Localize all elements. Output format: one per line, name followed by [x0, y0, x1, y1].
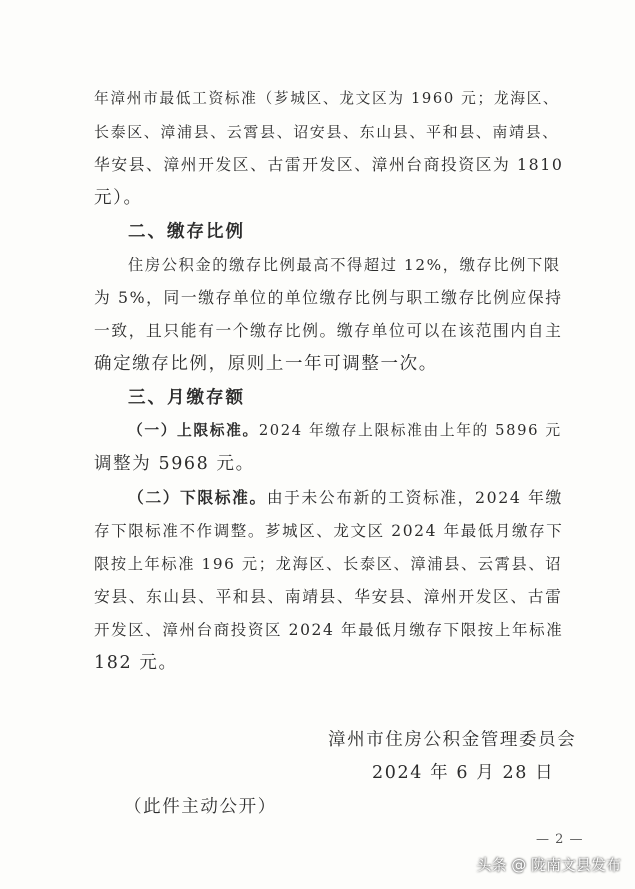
section-heading-contribution-ratio: 二、缴存比例 — [128, 222, 245, 242]
para2-line-3: 一致，且只能有一个缴存比例。缴存单位可以在该范围内自主 — [94, 321, 563, 340]
item1-line-2: 调整为 5968 元。 — [94, 454, 255, 474]
para1-line-1: 年漳州市最低工资标准（芗城区、龙文区为 1960 元；龙海区、 — [94, 90, 560, 107]
para1-line-4: 元）。 — [94, 188, 143, 208]
page-number: — 2 — — [536, 832, 584, 847]
source-watermark: 头条 @ 陇南文县发布 — [476, 856, 621, 874]
para2-line-4: 确定缴存比例，原则上一年可调整一次。 — [94, 354, 438, 374]
item1-line-1 — [128, 420, 564, 442]
para2-line-1: 住房公积金的缴存比例最高不得超过 12%，缴存比例下限 — [128, 256, 561, 274]
para1-line-2: 长泰区、漳浦县、云霄县、诏安县、东山县、平和县、南靖县、 — [94, 123, 559, 141]
item2-line-5: 开发区、漳州台商投资区 2024 年最低月缴存下限按上年标准 — [94, 621, 564, 639]
item2-line-3: 限按上年标准 196 元；龙海区、长泰区、漳浦县、云霄县、诏 — [94, 555, 563, 573]
item2-lead: （二）下限标准。 — [128, 488, 267, 507]
para1-line-3: 华安县、漳州开发区、古雷开发区、漳州台商投资区为 1810 — [94, 155, 564, 174]
item2-rest: 由于未公布新的工资标准，2024 年缴 — [266, 488, 563, 507]
signature-date: 2024 年 6 月 28 日 — [372, 763, 555, 783]
item2-line-1 — [128, 487, 564, 509]
item2-line-2: 存下限标准不作调整。芗城区、龙文区 2024 年最低月缴存下 — [94, 522, 564, 540]
para2-line-2: 为 5%，同一缴存单位的单位缴存比例与职工缴存比例应保持 — [94, 288, 563, 307]
item1-lead: （一）上限标准。 — [128, 422, 259, 439]
item2-line-6: 182 元。 — [94, 653, 178, 673]
item2-line-4: 安县、东山县、平和县、南靖县、华安县、漳州开发区、古雷 — [94, 587, 563, 606]
public-note: （此件主动公开） — [124, 797, 277, 817]
item1-rest: 2024 年缴存上限标准由上年的 5896 元 — [258, 422, 562, 439]
section-heading-monthly-amount: 三、月缴存额 — [128, 388, 245, 408]
signature-org: 漳州市住房公积金管理委员会 — [328, 730, 577, 750]
